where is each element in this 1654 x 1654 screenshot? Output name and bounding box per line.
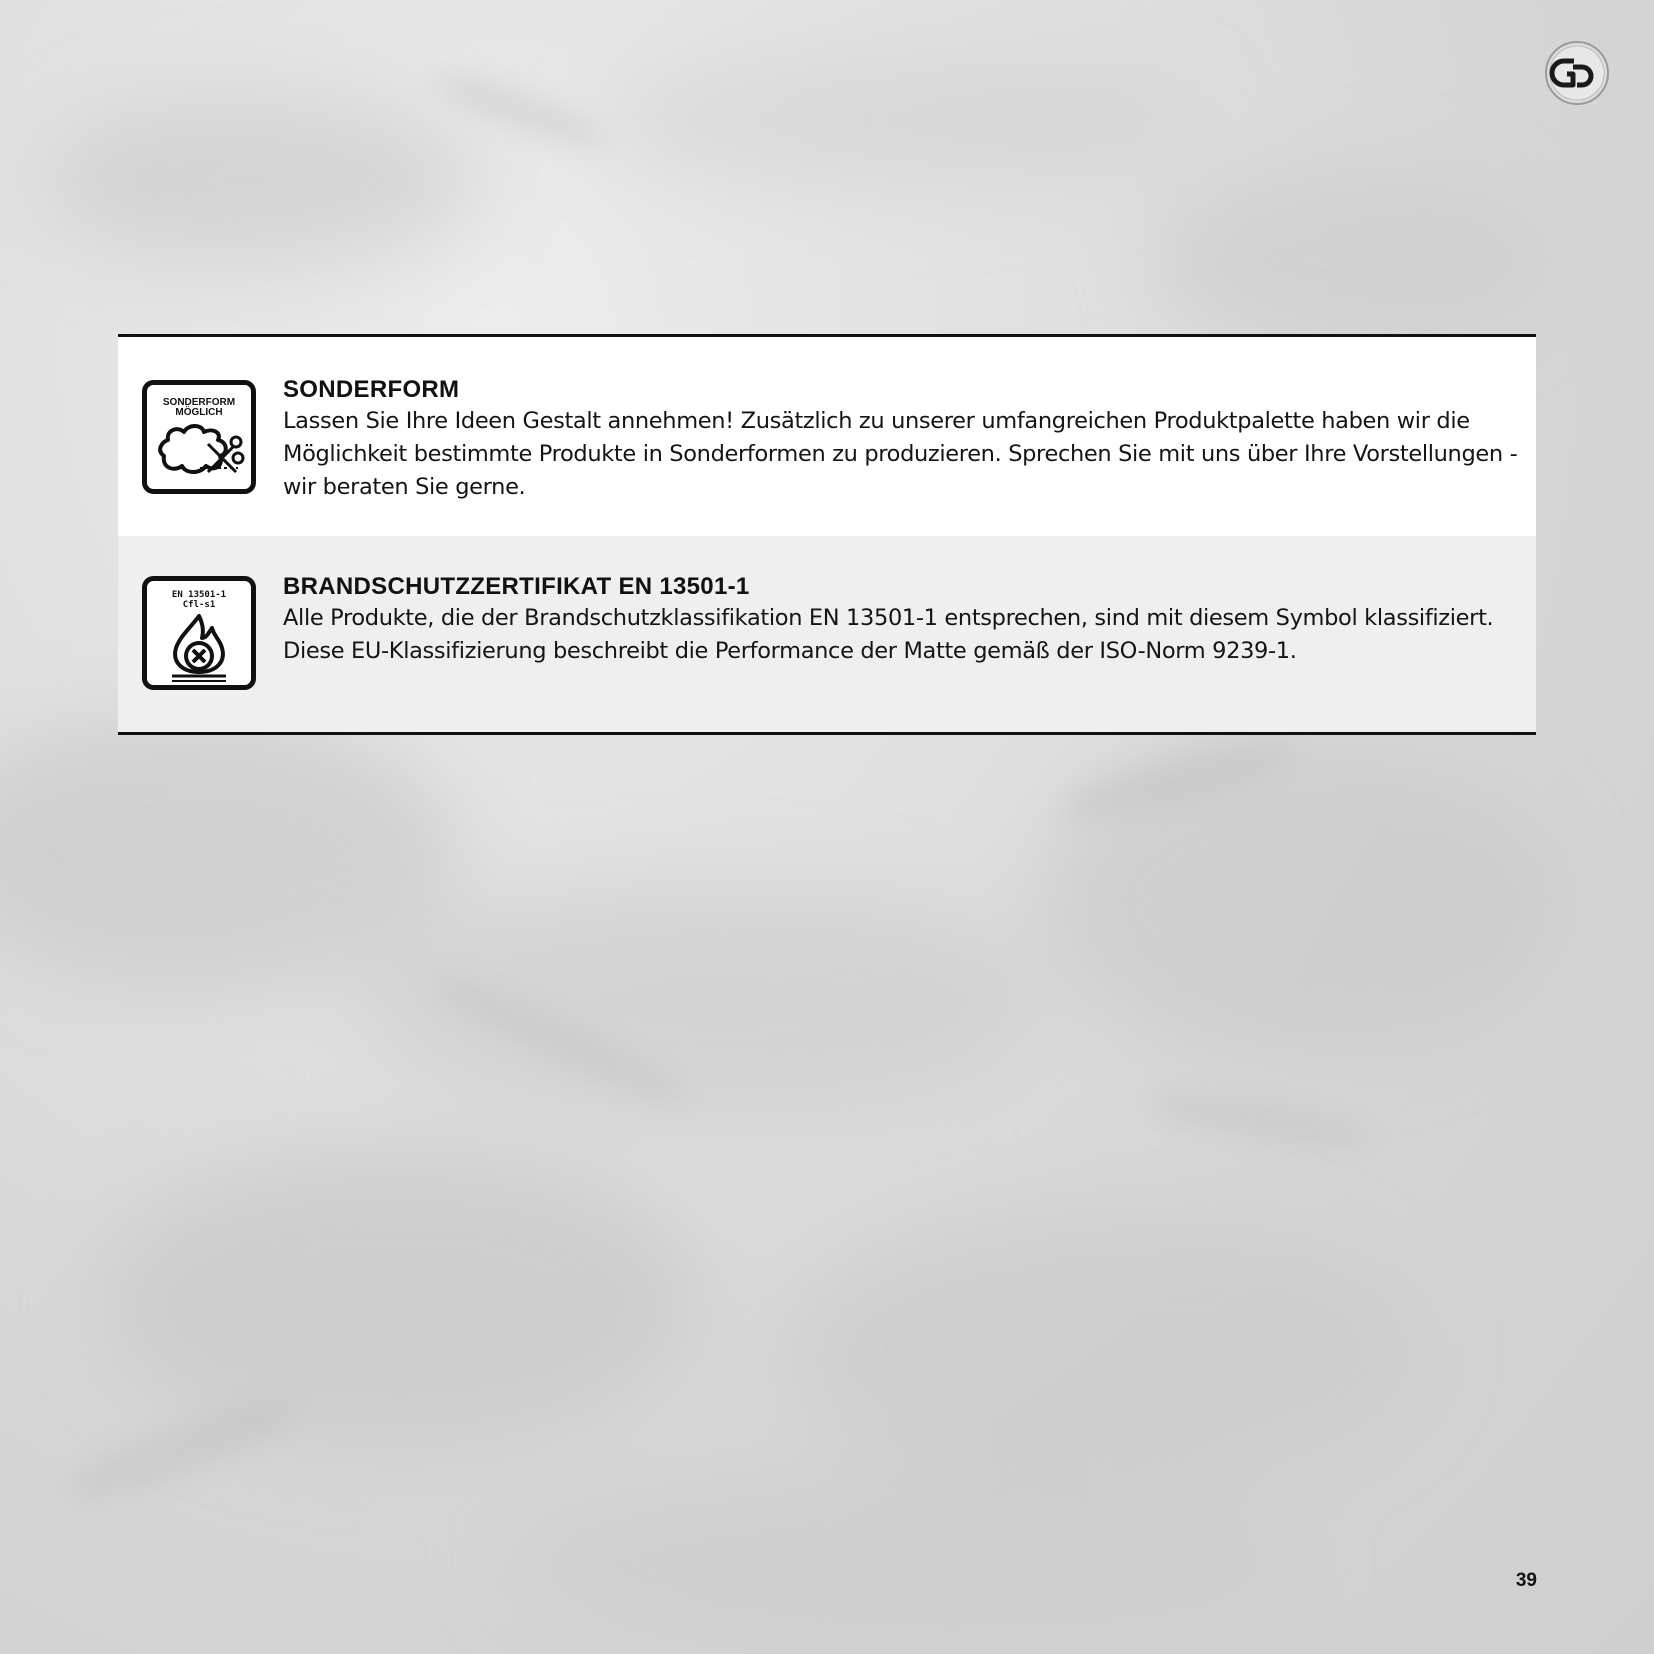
sonderform-icon-label-line2: MÖGLICH: [175, 407, 223, 418]
fire-icon-label-line1: EN 13501-1: [171, 590, 227, 600]
fire-icon-label-line2: Cfl-s1: [182, 600, 216, 610]
gd-logo-icon: [1544, 40, 1610, 106]
sonderform-description: Lassen Sie Ihre Ideen Gestalt annehmen! Zusätzlich zu unserer umfangreichen Produktpalette haben wir die Möglichkeit bestimmte Produkte in Sonderformen zu produzieren. Sprechen Sie mit uns über Ihre Vorstellungen - wir beraten Sie gerne.: [283, 408, 1518, 500]
fire-certificate-icon: [142, 576, 256, 690]
sonderform-title: SONDERFORM: [283, 376, 460, 403]
section-brandschutz: [118, 536, 1536, 735]
brandschutz-title: BRANDSCHUTZZERTIFIKAT EN 13501-1: [283, 573, 750, 600]
section-sonderform: [118, 334, 1536, 539]
page-number: 39: [1515, 1570, 1537, 1591]
sonderform-icon: [142, 380, 256, 494]
sonderform-icon-label-line1: SONDERFORM: [162, 397, 236, 408]
brandschutz-description: Alle Produkte, die der Brandschutzklassifikation EN 13501-1 entsprechen, sind mit diesem Symbol klassifiziert. Diese EU-Klassifizierung beschreibt die Performance der Matte gemäß der ISO-Norm 9239-1.: [283, 605, 1494, 664]
